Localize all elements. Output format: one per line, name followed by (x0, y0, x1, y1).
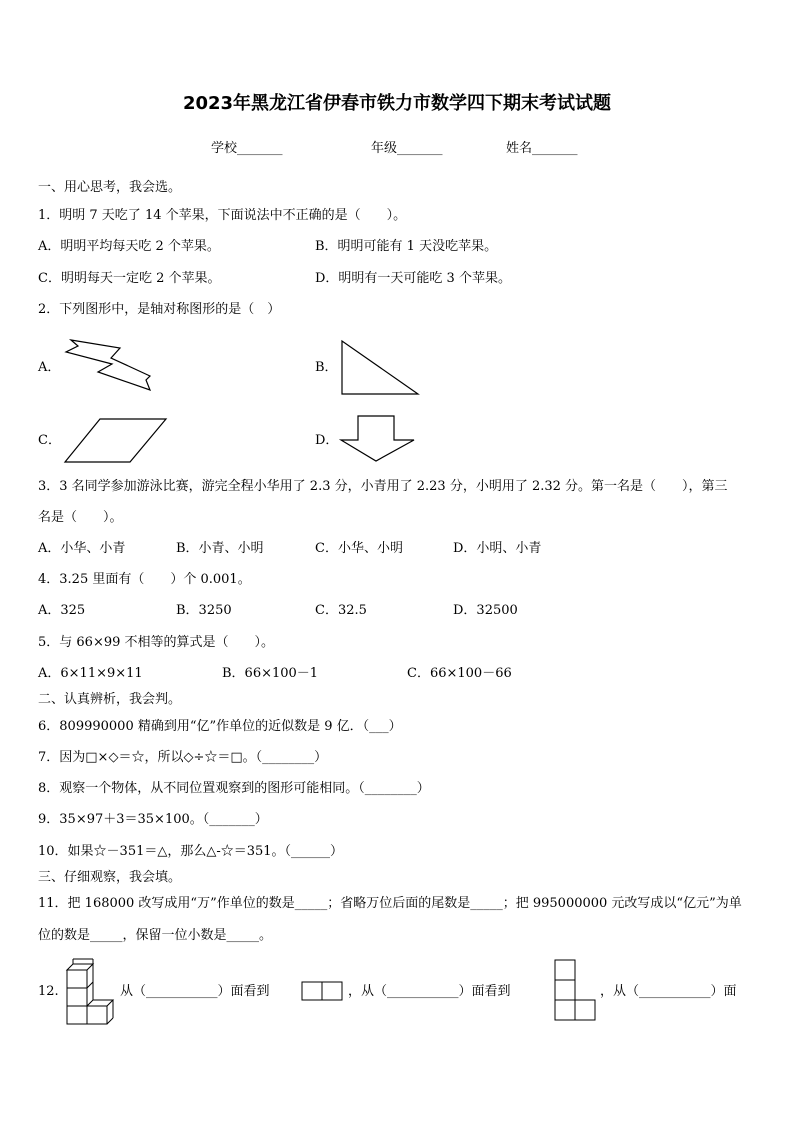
section-3-heading: 三、仔细观察，我会填。 (38, 870, 182, 885)
q2-option-a: A． (38, 360, 61, 375)
q1-stem: 1．明明 7 天吃了 14 个苹果，下面说法中不正确的是（ ）。 (38, 208, 407, 223)
q10-text: 10．如果☆－351＝△，那么△-☆＝351。（______） (38, 844, 344, 859)
q3-option-a: A．小华、小青 (38, 541, 126, 556)
q12-part1: 从（___________）面看到 (120, 984, 270, 999)
q2-option-c: C． (38, 433, 61, 448)
two-square-view-figure (300, 980, 346, 1002)
page-title: 2023年黑龙江省伊春市铁力市数学四下期末考试试题 (182, 93, 612, 114)
q1-option-d: D．明明有一天可能吃 3 个苹果。 (315, 271, 511, 286)
q1-option-a: A．明明平均每天吃 2 个苹果。 (38, 239, 220, 254)
name-field: 姓名_______ (506, 141, 578, 156)
section-2-heading: 二、认真辨析，我会判。 (38, 692, 182, 707)
q4-option-d: D．32500 (453, 603, 518, 618)
q11-line1: 11．把 168000 改写成用“万”作单位的数是_____；省略万位后面的尾数是_____；把 995000000 元改写成以“亿元”为单 (38, 896, 742, 911)
q12-part2: ，从（___________）面看到 (348, 984, 511, 999)
q3-option-c: C．小华、小明 (315, 541, 403, 556)
section-1-heading: 一、用心思考，我会选。 (38, 180, 182, 195)
q4-stem: 4．3.25 里面有（ ）个 0.001。 (38, 572, 251, 587)
parallelogram-figure (62, 416, 170, 466)
q1-option-c: C．明明每天一定吃 2 个苹果。 (38, 271, 221, 286)
down-arrow-figure (338, 414, 418, 464)
q4-option-b: B．3250 (176, 603, 232, 618)
right-triangle-figure (338, 338, 422, 398)
l-shape-view-figure (553, 958, 599, 1024)
q2-option-d: D． (315, 433, 339, 448)
q6-text: 6．809990000 精确到用“亿”作单位的近似数是 9 亿．（___） (38, 719, 402, 734)
q4-option-c: C．32.5 (315, 603, 367, 618)
q8-text: 8．观察一个物体，从不同位置观察到的图形可能相同。（________） (38, 781, 430, 796)
q12-part3: ，从（___________）面 (600, 984, 737, 999)
q11-line2: 位的数是_____，保留一位小数是_____。 (38, 928, 273, 943)
q3-stem-line1: 3．3 名同学参加游泳比赛，游完全程小华用了 2.3 分，小青用了 2.23 分，小明用了 2.32 分。第一名是（ ），第三 (38, 479, 728, 494)
q2-stem: 2．下列图形中，是轴对称图形的是（ ） (38, 302, 281, 317)
q5-stem: 5．与 66×99 不相等的算式是（ ）。 (38, 635, 275, 650)
q9-text: 9．35×97＋3＝35×100。（_______） (38, 812, 268, 827)
q5-option-b: B．66×100－1 (222, 666, 319, 681)
q3-option-d: D．小明、小青 (453, 541, 542, 556)
cube-stack-figure (63, 955, 115, 1027)
q3-stem-line2: 名是（ ）。 (38, 510, 123, 525)
q12-number: 12. (38, 984, 59, 999)
q5-option-a: A．6×11×9×11 (38, 666, 143, 681)
q1-option-b: B．明明可能有 1 天没吃苹果。 (315, 239, 498, 254)
q7-text: 7．因为□×◇＝☆，所以◇÷☆＝□。（________） (38, 750, 328, 765)
school-field: 学校_______ (211, 141, 283, 156)
q2-option-b: B． (315, 360, 338, 375)
q3-option-b: B．小青、小明 (176, 541, 264, 556)
q4-option-a: A．325 (38, 603, 86, 618)
grade-field: 年级_______ (371, 141, 443, 156)
q5-option-c: C．66×100－66 (407, 666, 512, 681)
lightning-shape-figure (62, 336, 156, 392)
